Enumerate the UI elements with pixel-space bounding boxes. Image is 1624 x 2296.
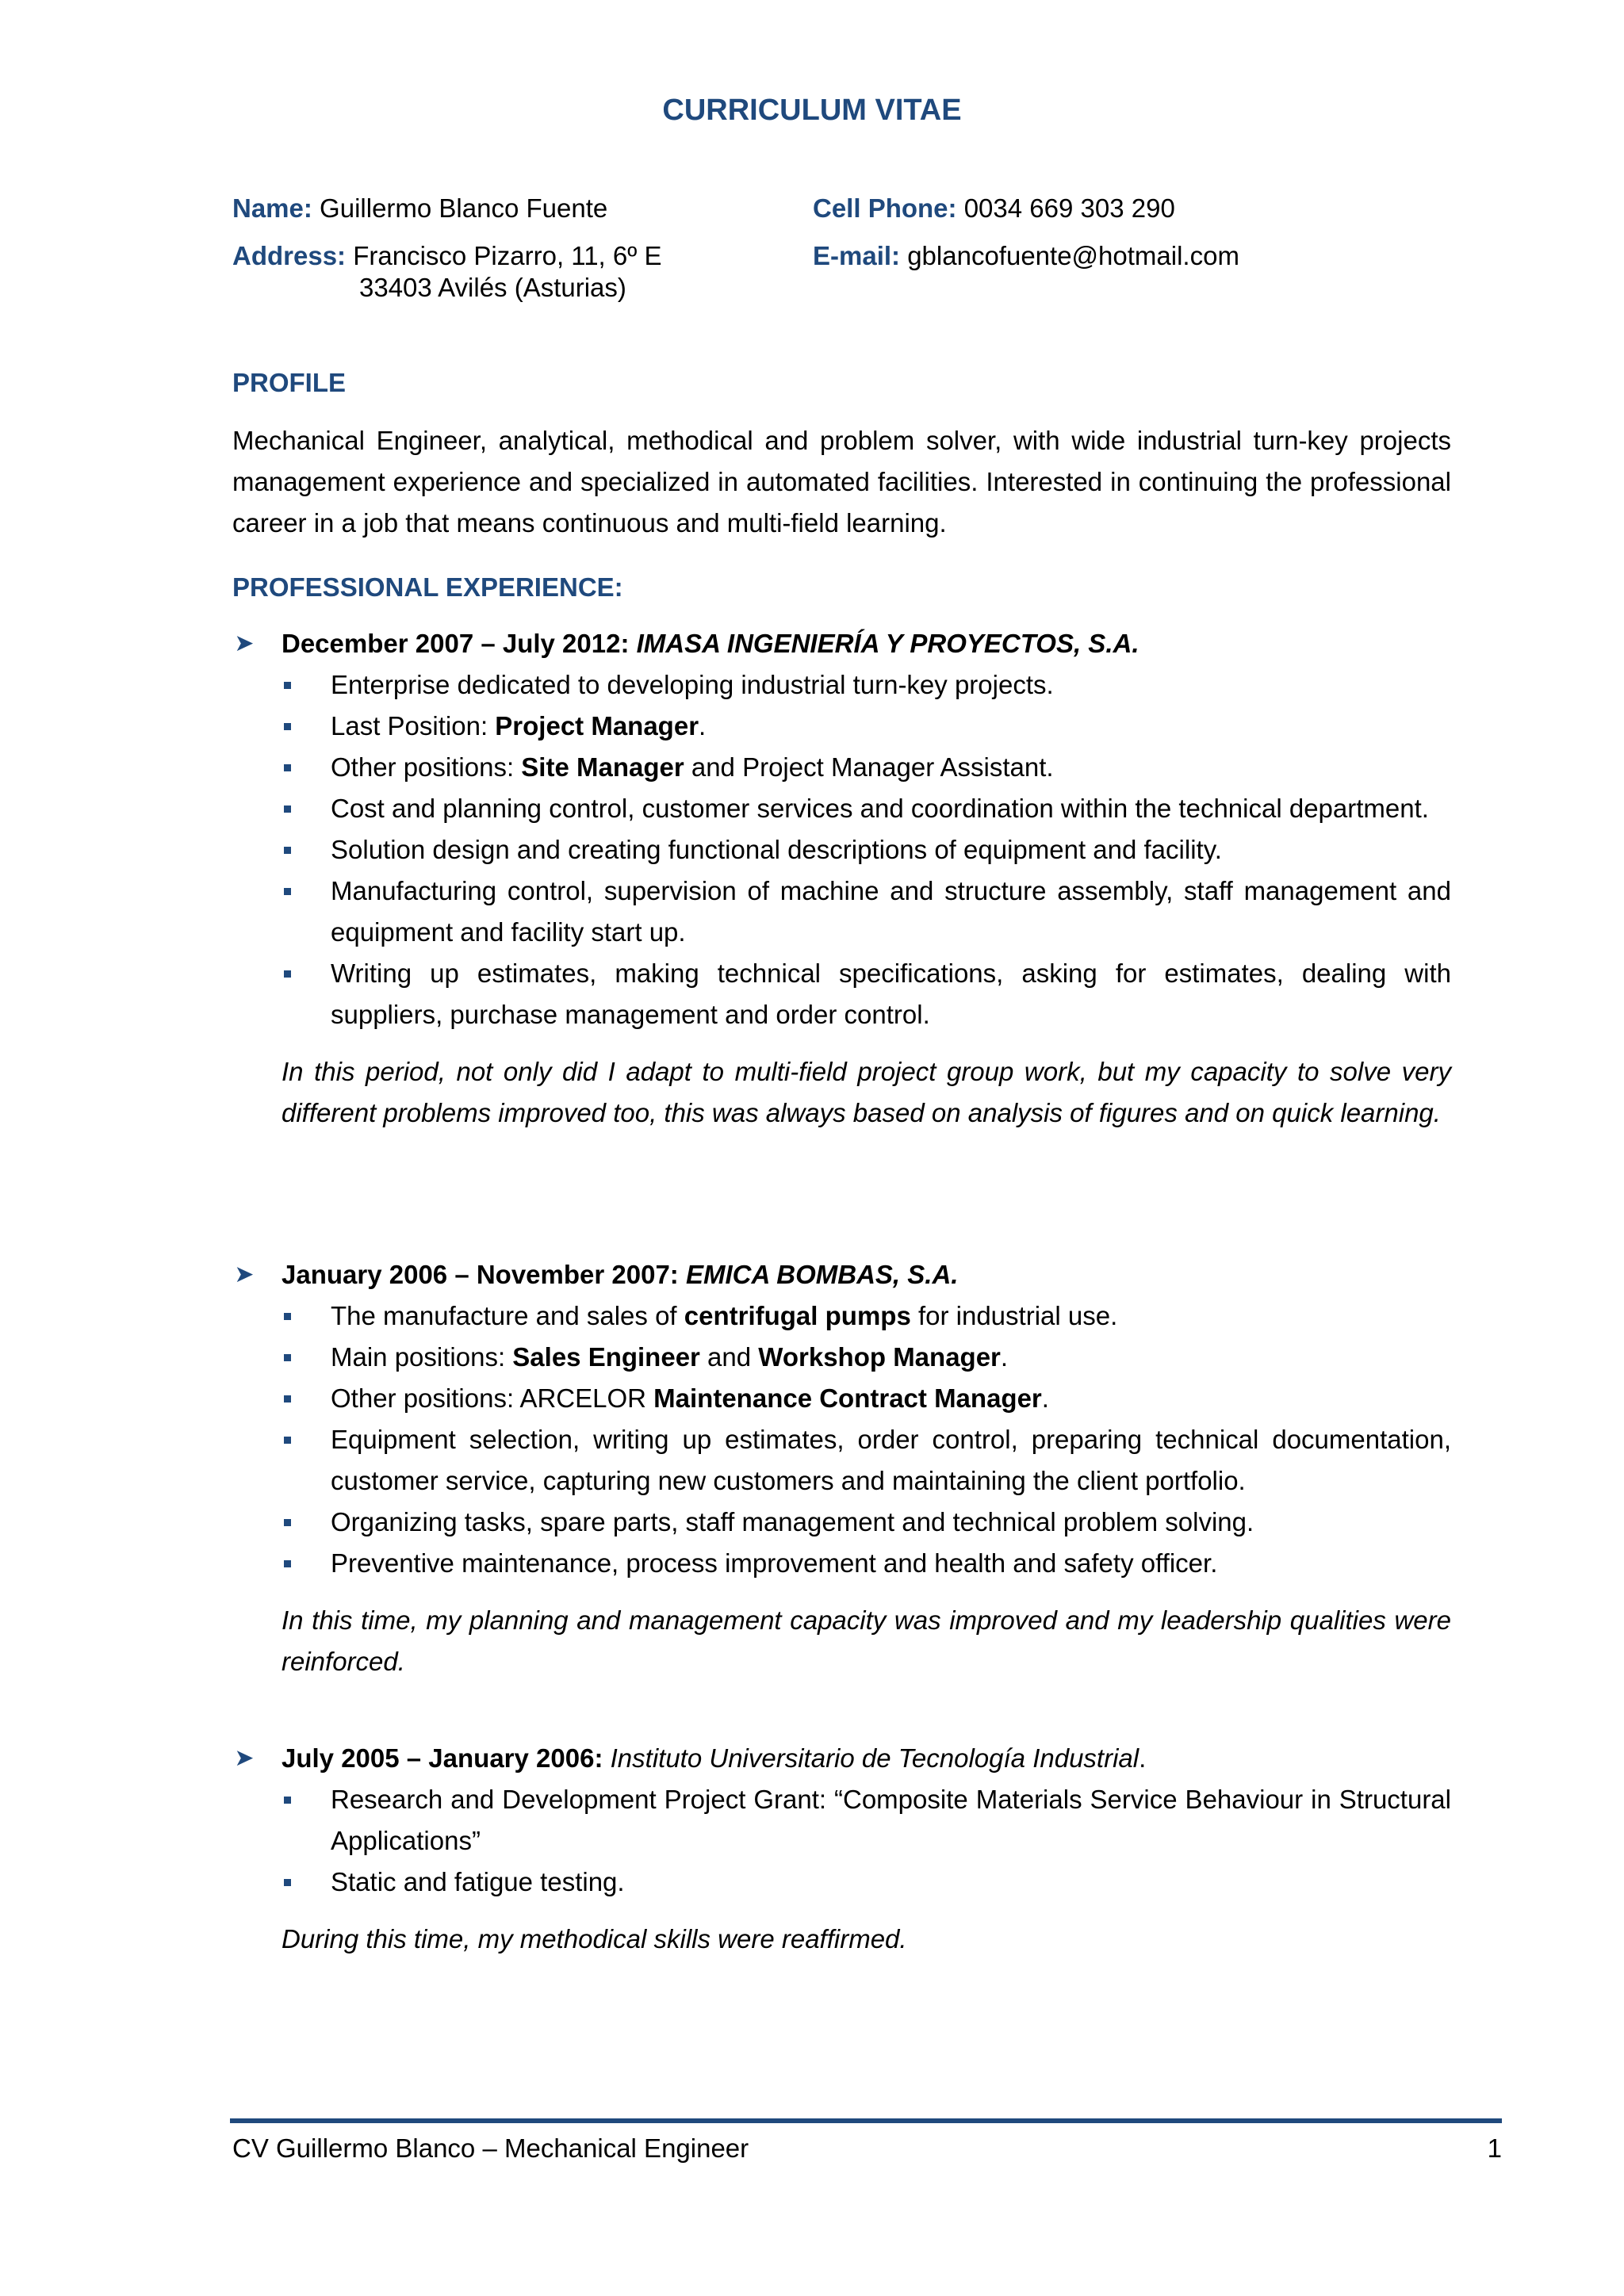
- email-field: [813, 240, 1239, 272]
- address-field: [232, 240, 662, 302]
- name-field: [232, 193, 607, 224]
- square-bullet-icon: [284, 723, 291, 730]
- square-bullet-icon: [284, 764, 291, 771]
- address-line-2: 33403 Avilés (Asturias): [359, 273, 626, 302]
- square-bullet-icon: [284, 1519, 291, 1526]
- profile-text: Mechanical Engineer, analytical, methodical and problem solver, with wide industrial turn-key projects management experience and specialized in automated facilities. Interested in continuing the professional career in a job that means continuous and multi-field learning.: [232, 426, 1451, 538]
- job-emica: [232, 1254, 1451, 1682]
- job-summary: In this period, not only did I adapt to multi-field project group work, but my capacity to solve very different problems improved too, this was always based on analysis of figures and on quick learning.: [282, 1057, 1451, 1127]
- square-bullet-icon: [284, 1797, 291, 1804]
- footer-text: CV Guillermo Blanco – Mechanical Engineer: [232, 2133, 749, 2163]
- experience-heading: PROFESSIONAL EXPERIENCE:: [232, 572, 623, 602]
- job-summary: During this time, my methodical skills were reaffirmed.: [282, 1924, 907, 1954]
- list-item: The manufacture and sales of centrifugal pumps for industrial use.: [232, 1295, 1451, 1337]
- phone-value: 0034 669 303 290: [963, 193, 1175, 223]
- list-item: Enterprise dedicated to developing industrial turn-key projects.: [232, 664, 1451, 706]
- job-company: IMASA INGENIERÍA Y PROYECTOS, S.A.: [636, 629, 1139, 658]
- arrowhead-icon: ➤: [234, 1261, 255, 1288]
- list-item: Preventive maintenance, process improvement and health and safety officer.: [232, 1543, 1451, 1584]
- list-item: Last Position: Project Manager.: [232, 706, 1451, 747]
- name-label: Name:: [232, 193, 312, 223]
- email-label: E-mail:: [813, 241, 901, 270]
- job-imasa: [232, 623, 1451, 1134]
- job-duties: [232, 1779, 1451, 1903]
- arrowhead-icon: ➤: [234, 630, 255, 656]
- square-bullet-icon: [284, 888, 291, 895]
- document-title: CURRICULUM VITAE: [662, 94, 962, 127]
- job-instituto: [232, 1738, 1451, 1960]
- job-header: [232, 1254, 1451, 1295]
- job-header: ➤ July 2005 – January 2006: Instituto Universitario de Tecnología Industrial.: [232, 1738, 1451, 1779]
- job-period: January 2006 – November 2007:: [282, 1260, 679, 1289]
- profile-heading: PROFILE: [232, 368, 347, 397]
- list-item: Solution design and creating functional descriptions of equipment and facility.: [232, 829, 1451, 871]
- square-bullet-icon: [284, 1560, 291, 1567]
- address-label: Address:: [232, 241, 347, 270]
- list-item: Equipment selection, writing up estimates, order control, preparing technical documentation, customer service, capturing new customers and maintaining the client portfolio.: [232, 1419, 1451, 1502]
- name-value: Guillermo Blanco Fuente: [320, 193, 608, 223]
- list-item: Organizing tasks, spare parts, staff management and technical problem solving.: [232, 1502, 1451, 1543]
- list-item: Writing up estimates, making technical specifications, asking for estimates, dealing with suppliers, purchase management and order control.: [232, 953, 1451, 1035]
- address-line-1: Francisco Pizarro, 11, 6º E: [353, 241, 662, 270]
- square-bullet-icon: [284, 1313, 291, 1320]
- list-item: Manufacturing control, supervision of machine and structure assembly, staff management and equipment and facility start up.: [232, 871, 1451, 953]
- list-item: Main positions: Sales Engineer and Workshop Manager.: [232, 1337, 1451, 1378]
- job-period: July 2005 – January 2006:: [282, 1743, 603, 1773]
- square-bullet-icon: [284, 970, 291, 978]
- square-bullet-icon: [284, 682, 291, 689]
- square-bullet-icon: [284, 1354, 291, 1361]
- list-item: Cost and planning control, customer services and coordination within the technical department.: [232, 788, 1451, 829]
- job-duties: [232, 1295, 1451, 1584]
- square-bullet-icon: [284, 1395, 291, 1402]
- page-number: 1: [1487, 2133, 1502, 2163]
- square-bullet-icon: [284, 1437, 291, 1444]
- job-summary: In this time, my planning and management capacity was improved and my leadership qualities were reinforced.: [282, 1605, 1451, 1676]
- job-period: December 2007 – July 2012:: [282, 629, 630, 658]
- square-bullet-icon: [284, 847, 291, 854]
- square-bullet-icon: [284, 806, 291, 813]
- phone-field: [813, 193, 1175, 224]
- arrowhead-icon: ➤: [234, 1745, 255, 1771]
- job-company: EMICA BOMBAS, S.A.: [685, 1260, 959, 1289]
- job-header: [232, 623, 1451, 664]
- footer-divider: [230, 2118, 1502, 2123]
- email-value: gblancofuente@hotmail.com: [907, 241, 1239, 270]
- phone-label: Cell Phone:: [813, 193, 957, 223]
- job-company: Instituto Universitario de Tecnología Industrial: [610, 1743, 1139, 1773]
- job-duties: [232, 664, 1451, 1035]
- list-item: Other positions: Site Manager and Project Manager Assistant.: [232, 747, 1451, 788]
- square-bullet-icon: [284, 1879, 291, 1886]
- list-item: Research and Development Project Grant: “Composite Materials Service Behaviour in Structural Applications”: [232, 1779, 1451, 1862]
- list-item: Other positions: ARCELOR Maintenance Contract Manager.: [232, 1378, 1451, 1419]
- list-item: Static and fatigue testing.: [232, 1862, 1451, 1903]
